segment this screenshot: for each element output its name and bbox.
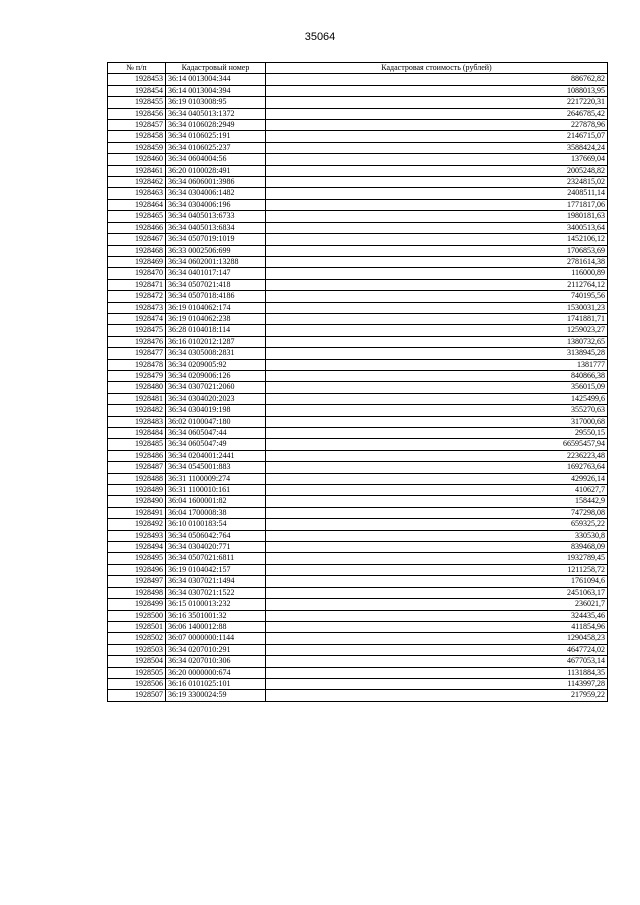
table-row xyxy=(108,154,608,165)
row-number-cell: 1928454 xyxy=(108,85,166,96)
table-row xyxy=(108,336,608,347)
cadastral-number-cell: 36:34 0106028:2949 xyxy=(166,120,266,131)
cadastral-number-cell: 36:14 0013004:394 xyxy=(166,85,266,96)
cadastral-value-cell: 1290458,23 xyxy=(266,633,608,644)
cadastral-value-cell: 1381777 xyxy=(266,359,608,370)
cadastral-value-cell: 317000,68 xyxy=(266,416,608,427)
table-row xyxy=(108,268,608,279)
row-number-cell: 1928462 xyxy=(108,177,166,188)
cadastral-value-cell: 1530031,23 xyxy=(266,302,608,313)
table-row xyxy=(108,348,608,359)
cadastral-number-cell: 36:34 0106025:237 xyxy=(166,142,266,153)
row-number-cell: 1928486 xyxy=(108,450,166,461)
cadastral-number-cell: 36:19 0104062:174 xyxy=(166,302,266,313)
cadastral-value-cell: 116000,89 xyxy=(266,268,608,279)
table-row xyxy=(108,245,608,256)
cadastral-number-cell: 36:34 0209006:126 xyxy=(166,370,266,381)
table-row xyxy=(108,690,608,701)
table-row xyxy=(108,519,608,530)
row-number-cell: 1928466 xyxy=(108,222,166,233)
cadastral-number-cell: 36:34 0401017:147 xyxy=(166,268,266,279)
row-number-cell: 1928457 xyxy=(108,120,166,131)
row-number-cell: 1928476 xyxy=(108,336,166,347)
cadastral-number-cell: 36:20 0100028:491 xyxy=(166,165,266,176)
cadastral-number-cell: 36:34 0307021:2060 xyxy=(166,382,266,393)
cadastral-value-cell: 4647724,02 xyxy=(266,644,608,655)
table-body xyxy=(108,74,608,701)
cadastral-number-cell: 36:19 3300024:59 xyxy=(166,690,266,701)
row-number-cell: 1928480 xyxy=(108,382,166,393)
row-number-cell: 1928468 xyxy=(108,245,166,256)
table-row xyxy=(108,450,608,461)
table-row xyxy=(108,553,608,564)
cadastral-value-cell: 355270,63 xyxy=(266,405,608,416)
cadastral-table xyxy=(107,62,608,702)
table-row xyxy=(108,587,608,598)
cadastral-number-cell: 36:34 0305008:2831 xyxy=(166,348,266,359)
row-number-cell: 1928479 xyxy=(108,370,166,381)
cadastral-number-cell: 36:34 0304020:771 xyxy=(166,542,266,553)
cadastral-value-cell: 2646785,42 xyxy=(266,108,608,119)
table-row xyxy=(108,610,608,621)
row-number-cell: 1928503 xyxy=(108,644,166,655)
row-number-cell: 1928485 xyxy=(108,439,166,450)
cadastral-number-cell: 36:34 0506042:764 xyxy=(166,530,266,541)
cadastral-number-cell: 36:02 0100047:180 xyxy=(166,416,266,427)
row-number-cell: 1928456 xyxy=(108,108,166,119)
table-row xyxy=(108,302,608,313)
cadastral-value-cell: 236021,7 xyxy=(266,599,608,610)
cadastral-number-cell: 36:31 1100009:274 xyxy=(166,473,266,484)
row-number-cell: 1928487 xyxy=(108,462,166,473)
cadastral-value-cell: 1131884,35 xyxy=(266,667,608,678)
cadastral-number-cell: 36:34 0307021:1494 xyxy=(166,576,266,587)
row-number-cell: 1928483 xyxy=(108,416,166,427)
row-number-cell: 1928460 xyxy=(108,154,166,165)
row-number-cell: 1928467 xyxy=(108,234,166,245)
row-number-cell: 1928464 xyxy=(108,199,166,210)
row-number-cell: 1928458 xyxy=(108,131,166,142)
cadastral-value-cell: 429926,14 xyxy=(266,473,608,484)
header-cadastral-value: Кадастровая стоимость (рублей) xyxy=(266,63,608,74)
table-row xyxy=(108,507,608,518)
table-row xyxy=(108,256,608,267)
cadastral-value-cell: 1771817,06 xyxy=(266,199,608,210)
cadastral-number-cell: 36:34 0106025:191 xyxy=(166,131,266,142)
cadastral-value-cell: 2324815,02 xyxy=(266,177,608,188)
row-number-cell: 1928502 xyxy=(108,633,166,644)
table-row xyxy=(108,199,608,210)
cadastral-value-cell: 4677053,14 xyxy=(266,656,608,667)
table-row xyxy=(108,473,608,484)
table-row xyxy=(108,291,608,302)
cadastral-value-cell: 1380732,65 xyxy=(266,336,608,347)
cadastral-number-cell: 36:07 0000000:1144 xyxy=(166,633,266,644)
table-row xyxy=(108,177,608,188)
cadastral-value-cell: 1692763,64 xyxy=(266,462,608,473)
row-number-cell: 1928475 xyxy=(108,325,166,336)
cadastral-value-cell: 2236223,48 xyxy=(266,450,608,461)
table-row xyxy=(108,576,608,587)
cadastral-value-cell: 410627,7 xyxy=(266,485,608,496)
page-number: 35064 xyxy=(304,31,336,43)
cadastral-value-cell: 2146715,07 xyxy=(266,131,608,142)
cadastral-value-cell: 1706853,69 xyxy=(266,245,608,256)
cadastral-value-cell: 1452106,12 xyxy=(266,234,608,245)
row-number-cell: 1928496 xyxy=(108,564,166,575)
cadastral-number-cell: 36:19 0103008:95 xyxy=(166,97,266,108)
row-number-cell: 1928472 xyxy=(108,291,166,302)
table-row xyxy=(108,656,608,667)
table-row xyxy=(108,644,608,655)
table-row xyxy=(108,530,608,541)
row-number-cell: 1928497 xyxy=(108,576,166,587)
cadastral-value-cell: 411854,96 xyxy=(266,621,608,632)
table-row xyxy=(108,405,608,416)
cadastral-number-cell: 36:04 1600001:82 xyxy=(166,496,266,507)
row-number-cell: 1928505 xyxy=(108,667,166,678)
table-row xyxy=(108,370,608,381)
cadastral-number-cell: 36:16 0102012:1287 xyxy=(166,336,266,347)
cadastral-number-cell: 36:10 0100183:54 xyxy=(166,519,266,530)
cadastral-number-cell: 36:16 0101025:101 xyxy=(166,678,266,689)
cadastral-number-cell: 36:34 0204001:2441 xyxy=(166,450,266,461)
cadastral-number-cell: 36:34 0507021:418 xyxy=(166,279,266,290)
cadastral-value-cell: 66595457,94 xyxy=(266,439,608,450)
cadastral-number-cell: 36:34 0507018:4186 xyxy=(166,291,266,302)
cadastral-value-cell: 1932789,45 xyxy=(266,553,608,564)
cadastral-value-cell: 659325,22 xyxy=(266,519,608,530)
cadastral-value-cell: 740195,56 xyxy=(266,291,608,302)
table-header-row xyxy=(108,63,608,74)
cadastral-value-cell: 137669,04 xyxy=(266,154,608,165)
row-number-cell: 1928491 xyxy=(108,507,166,518)
table-row xyxy=(108,428,608,439)
cadastral-value-cell: 1259023,27 xyxy=(266,325,608,336)
row-number-cell: 1928470 xyxy=(108,268,166,279)
table-row xyxy=(108,462,608,473)
cadastral-value-cell: 2781614,38 xyxy=(266,256,608,267)
cadastral-number-cell: 36:34 0207010:291 xyxy=(166,644,266,655)
cadastral-number-cell: 36:34 0405013:6834 xyxy=(166,222,266,233)
cadastral-number-cell: 36:34 0605047:49 xyxy=(166,439,266,450)
table-row xyxy=(108,599,608,610)
cadastral-value-cell: 747298,08 xyxy=(266,507,608,518)
cadastral-number-cell: 36:33 0002506:699 xyxy=(166,245,266,256)
table-row xyxy=(108,279,608,290)
cadastral-number-cell: 36:34 0304006:196 xyxy=(166,199,266,210)
table-row xyxy=(108,188,608,199)
cadastral-value-cell: 2451063,17 xyxy=(266,587,608,598)
row-number-cell: 1928474 xyxy=(108,313,166,324)
cadastral-value-cell: 1425499,6 xyxy=(266,393,608,404)
row-number-cell: 1928478 xyxy=(108,359,166,370)
row-number-cell: 1928488 xyxy=(108,473,166,484)
cadastral-number-cell: 36:34 0602001:13288 xyxy=(166,256,266,267)
cadastral-value-cell: 29550,15 xyxy=(266,428,608,439)
cadastral-number-cell: 36:34 0507021:6811 xyxy=(166,553,266,564)
cadastral-number-cell: 36:34 0304019:198 xyxy=(166,405,266,416)
table-row xyxy=(108,74,608,85)
table-row xyxy=(108,359,608,370)
cadastral-number-cell: 36:34 0606001:3986 xyxy=(166,177,266,188)
row-number-cell: 1928504 xyxy=(108,656,166,667)
table-row xyxy=(108,222,608,233)
cadastral-number-cell: 36:34 0507019:1019 xyxy=(166,234,266,245)
cadastral-number-cell: 36:19 0104062:238 xyxy=(166,313,266,324)
table-row xyxy=(108,393,608,404)
cadastral-number-cell: 36:31 1100010:161 xyxy=(166,485,266,496)
cadastral-number-cell: 36:34 0207010:306 xyxy=(166,656,266,667)
cadastral-number-cell: 36:15 0100013:232 xyxy=(166,599,266,610)
table-row xyxy=(108,211,608,222)
table-row xyxy=(108,633,608,644)
row-number-cell: 1928477 xyxy=(108,348,166,359)
table-row xyxy=(108,416,608,427)
cadastral-number-cell: 36:34 0405013:6733 xyxy=(166,211,266,222)
row-number-cell: 1928455 xyxy=(108,97,166,108)
cadastral-number-cell: 36:06 1400012:88 xyxy=(166,621,266,632)
row-number-cell: 1928500 xyxy=(108,610,166,621)
table-row xyxy=(108,165,608,176)
row-number-cell: 1928490 xyxy=(108,496,166,507)
cadastral-value-cell: 3138945,28 xyxy=(266,348,608,359)
row-number-cell: 1928495 xyxy=(108,553,166,564)
cadastral-number-cell: 36:34 0304006:1482 xyxy=(166,188,266,199)
row-number-cell: 1928459 xyxy=(108,142,166,153)
cadastral-number-cell: 36:04 1700008:38 xyxy=(166,507,266,518)
row-number-cell: 1928463 xyxy=(108,188,166,199)
row-number-cell: 1928498 xyxy=(108,587,166,598)
row-number-cell: 1928469 xyxy=(108,256,166,267)
cadastral-value-cell: 1211258,72 xyxy=(266,564,608,575)
cadastral-value-cell: 2112764,12 xyxy=(266,279,608,290)
row-number-cell: 1928481 xyxy=(108,393,166,404)
table-row xyxy=(108,142,608,153)
table-row xyxy=(108,382,608,393)
cadastral-value-cell: 2408511,14 xyxy=(266,188,608,199)
table-row xyxy=(108,234,608,245)
table-row xyxy=(108,621,608,632)
row-number-cell: 1928461 xyxy=(108,165,166,176)
table-row xyxy=(108,120,608,131)
cadastral-value-cell: 1088013,95 xyxy=(266,85,608,96)
row-number-cell: 1928453 xyxy=(108,74,166,85)
table-row xyxy=(108,564,608,575)
cadastral-value-cell: 3400513,64 xyxy=(266,222,608,233)
cadastral-value-cell: 886762,82 xyxy=(266,74,608,85)
cadastral-value-cell: 1143997,28 xyxy=(266,678,608,689)
table-row xyxy=(108,313,608,324)
cadastral-value-cell: 1980181,63 xyxy=(266,211,608,222)
row-number-cell: 1928501 xyxy=(108,621,166,632)
cadastral-value-cell: 324435,46 xyxy=(266,610,608,621)
header-cadastral-number: Кадастровый номер xyxy=(166,63,266,74)
cadastral-value-cell: 1761094,6 xyxy=(266,576,608,587)
cadastral-value-cell: 330530,8 xyxy=(266,530,608,541)
table-row xyxy=(108,439,608,450)
cadastral-value-cell: 2005248,82 xyxy=(266,165,608,176)
table-row xyxy=(108,485,608,496)
cadastral-value-cell: 839468,09 xyxy=(266,542,608,553)
table-row xyxy=(108,667,608,678)
table-row xyxy=(108,97,608,108)
row-number-cell: 1928473 xyxy=(108,302,166,313)
row-number-cell: 1928507 xyxy=(108,690,166,701)
row-number-cell: 1928493 xyxy=(108,530,166,541)
row-number-cell: 1928482 xyxy=(108,405,166,416)
row-number-cell: 1928492 xyxy=(108,519,166,530)
table-row xyxy=(108,542,608,553)
cadastral-value-cell: 227878,96 xyxy=(266,120,608,131)
cadastral-number-cell: 36:34 0304020:2023 xyxy=(166,393,266,404)
cadastral-value-cell: 840866,38 xyxy=(266,370,608,381)
cadastral-number-cell: 36:28 0104018:114 xyxy=(166,325,266,336)
cadastral-value-cell: 158442,9 xyxy=(266,496,608,507)
row-number-cell: 1928499 xyxy=(108,599,166,610)
row-number-cell: 1928471 xyxy=(108,279,166,290)
cadastral-value-cell: 2217220,31 xyxy=(266,97,608,108)
cadastral-number-cell: 36:34 0604004:56 xyxy=(166,154,266,165)
table-row xyxy=(108,678,608,689)
header-row-number: № п/п xyxy=(108,63,166,74)
cadastral-number-cell: 36:34 0307021:1522 xyxy=(166,587,266,598)
cadastral-number-cell: 36:19 0104042:157 xyxy=(166,564,266,575)
cadastral-number-cell: 36:14 0013004:344 xyxy=(166,74,266,85)
table-row xyxy=(108,325,608,336)
cadastral-value-cell: 3588424,24 xyxy=(266,142,608,153)
cadastral-number-cell: 36:20 0000000:674 xyxy=(166,667,266,678)
row-number-cell: 1928489 xyxy=(108,485,166,496)
row-number-cell: 1928484 xyxy=(108,428,166,439)
cadastral-number-cell: 36:16 3501001:32 xyxy=(166,610,266,621)
table-row xyxy=(108,131,608,142)
cadastral-value-cell: 356015,09 xyxy=(266,382,608,393)
cadastral-number-cell: 36:34 0209005:92 xyxy=(166,359,266,370)
table-row xyxy=(108,496,608,507)
cadastral-number-cell: 36:34 0605047:44 xyxy=(166,428,266,439)
row-number-cell: 1928465 xyxy=(108,211,166,222)
row-number-cell: 1928494 xyxy=(108,542,166,553)
table-row xyxy=(108,108,608,119)
cadastral-value-cell: 217959,22 xyxy=(266,690,608,701)
table-row xyxy=(108,85,608,96)
cadastral-value-cell: 1741881,71 xyxy=(266,313,608,324)
cadastral-number-cell: 36:34 0545001:883 xyxy=(166,462,266,473)
cadastral-number-cell: 36:34 0405013:1372 xyxy=(166,108,266,119)
row-number-cell: 1928506 xyxy=(108,678,166,689)
